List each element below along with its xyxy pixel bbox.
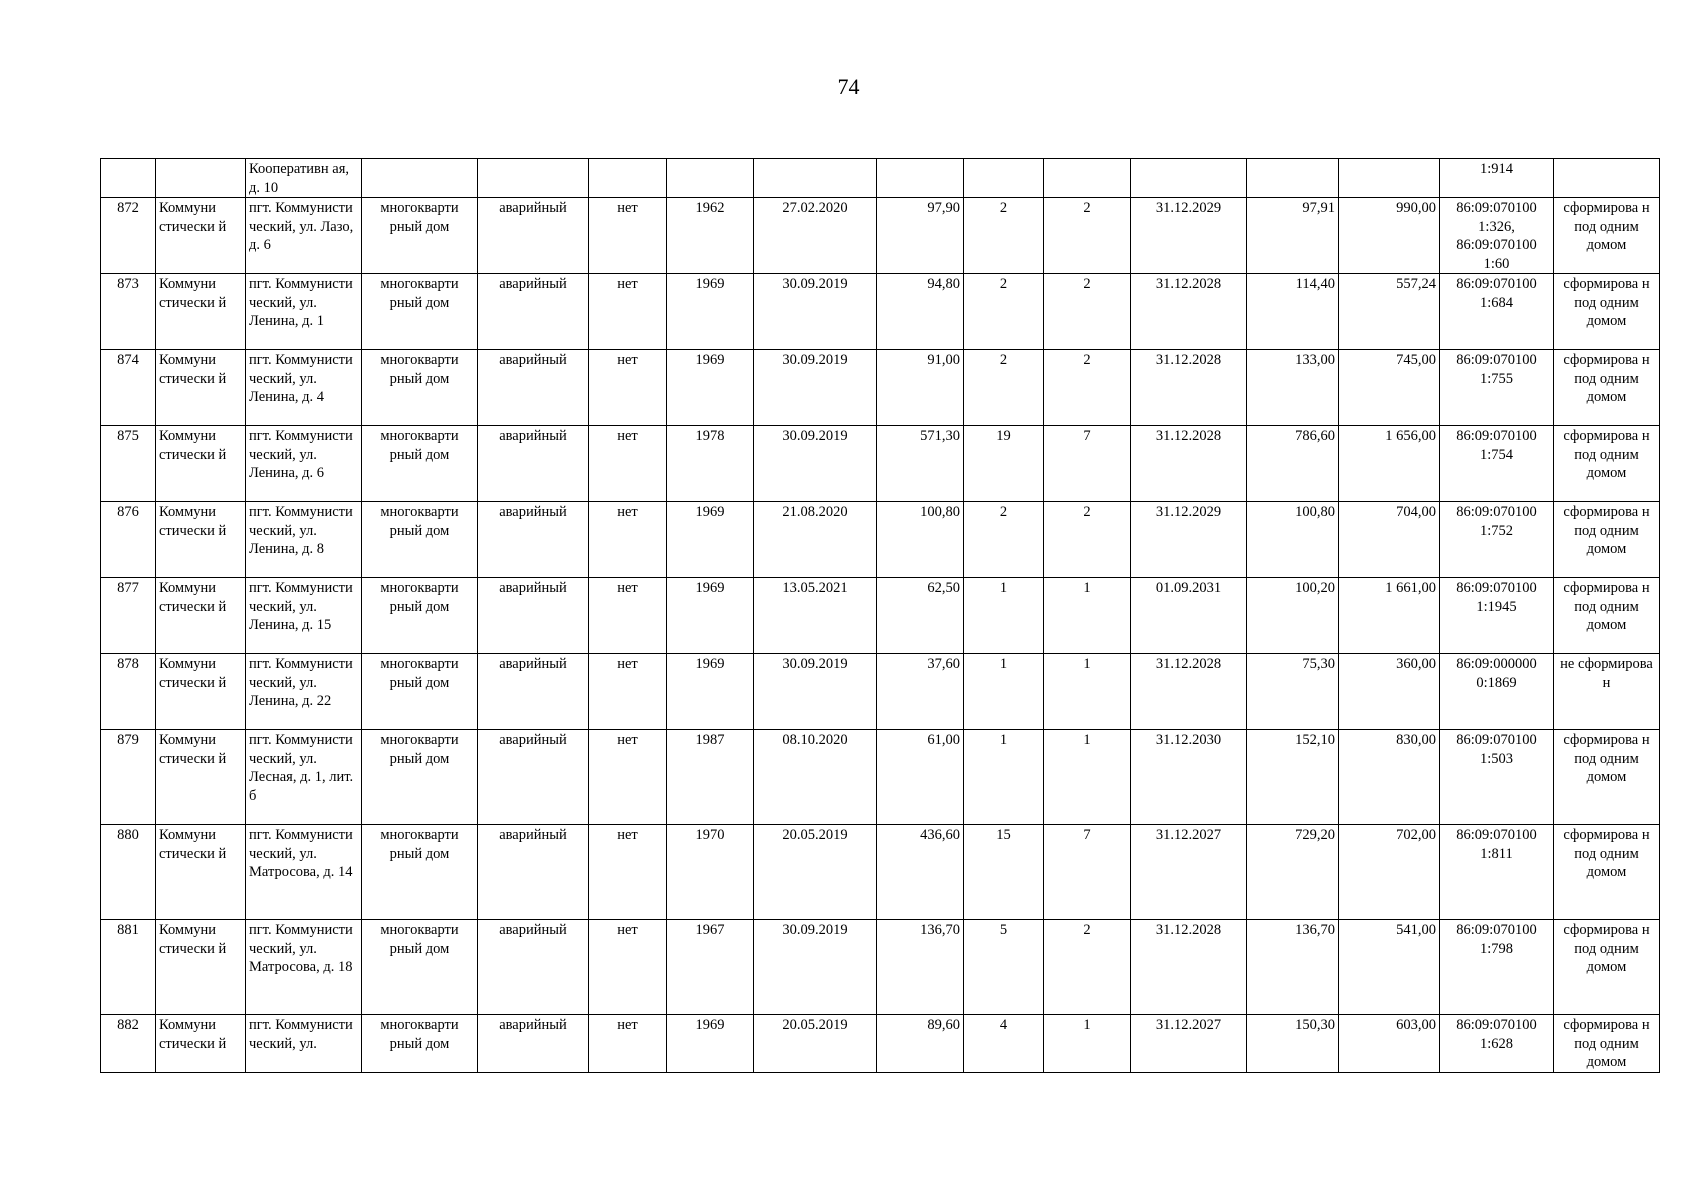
cell-n1: 1 xyxy=(964,730,1044,825)
cell-num: 876 xyxy=(101,502,156,578)
cell-area2: 133,00 xyxy=(1247,350,1339,426)
cell-status: аварийный xyxy=(478,502,589,578)
cell-cadastral: 86:09:070100 1:628 xyxy=(1440,1015,1554,1073)
cell-date: 21.08.2020 xyxy=(754,502,877,578)
cell-formed: сформирова н под одним домом xyxy=(1554,350,1660,426)
housing-register-table xyxy=(100,158,1660,1073)
cell-area2: 136,70 xyxy=(1247,920,1339,1015)
table-row xyxy=(101,730,1660,825)
cell-n2: 2 xyxy=(1044,502,1131,578)
cell-formed: сформирова н под одним домом xyxy=(1554,825,1660,920)
cell-area2: 786,60 xyxy=(1247,426,1339,502)
cell-formed: сформирова н под одним домом xyxy=(1554,198,1660,274)
cell-cadastral: 86:09:070100 1:755 xyxy=(1440,350,1554,426)
cell-n1: 19 xyxy=(964,426,1044,502)
cell-type: многокварти рный дом xyxy=(362,274,478,350)
cell-flag: нет xyxy=(589,1015,667,1073)
cell-land: 1 656,00 xyxy=(1339,426,1440,502)
cell-n2: 2 xyxy=(1044,350,1131,426)
cell-num: 879 xyxy=(101,730,156,825)
cell-municipality xyxy=(156,159,246,198)
cell-type: многокварти рный дом xyxy=(362,920,478,1015)
cell-area: 97,90 xyxy=(877,198,964,274)
cell-year: 1969 xyxy=(667,654,754,730)
cell-deadline: 31.12.2030 xyxy=(1131,730,1247,825)
cell-num: 873 xyxy=(101,274,156,350)
cell-deadline xyxy=(1131,159,1247,198)
cell-n1: 1 xyxy=(964,654,1044,730)
cell-date: 30.09.2019 xyxy=(754,274,877,350)
cell-flag: нет xyxy=(589,730,667,825)
cell-num: 875 xyxy=(101,426,156,502)
cell-date: 08.10.2020 xyxy=(754,730,877,825)
cell-status: аварийный xyxy=(478,426,589,502)
cell-deadline: 31.12.2027 xyxy=(1131,1015,1247,1073)
cell-type: многокварти рный дом xyxy=(362,578,478,654)
cell-status xyxy=(478,159,589,198)
cell-cadastral: 1:914 xyxy=(1440,159,1554,198)
cell-area2: 729,20 xyxy=(1247,825,1339,920)
cell-date: 27.02.2020 xyxy=(754,198,877,274)
cell-date: 20.05.2019 xyxy=(754,1015,877,1073)
cell-date: 20.05.2019 xyxy=(754,825,877,920)
cell-num: 877 xyxy=(101,578,156,654)
table-row-continued xyxy=(101,159,1660,198)
cell-n2: 7 xyxy=(1044,825,1131,920)
cell-land: 541,00 xyxy=(1339,920,1440,1015)
cell-land: 603,00 xyxy=(1339,1015,1440,1073)
cell-num: 881 xyxy=(101,920,156,1015)
cell-municipality: Коммуни стически й xyxy=(156,350,246,426)
cell-formed: не сформирова н xyxy=(1554,654,1660,730)
cell-n2: 1 xyxy=(1044,1015,1131,1073)
cell-type: многокварти рный дом xyxy=(362,825,478,920)
cell-status: аварийный xyxy=(478,730,589,825)
cell-status: аварийный xyxy=(478,920,589,1015)
cell-address: пгт. Коммунисти ческий, ул. Матросова, д. 18 xyxy=(246,920,362,1015)
cell-area2: 100,20 xyxy=(1247,578,1339,654)
cell-area2: 75,30 xyxy=(1247,654,1339,730)
cell-type: многокварти рный дом xyxy=(362,426,478,502)
table-row xyxy=(101,654,1660,730)
cell-n1: 5 xyxy=(964,920,1044,1015)
cell-land: 557,24 xyxy=(1339,274,1440,350)
cell-land: 990,00 xyxy=(1339,198,1440,274)
page-number: 74 xyxy=(837,74,860,99)
cell-flag: нет xyxy=(589,274,667,350)
cell-date: 30.09.2019 xyxy=(754,920,877,1015)
cell-type: многокварти рный дом xyxy=(362,350,478,426)
cell-type: многокварти рный дом xyxy=(362,654,478,730)
cell-status: аварийный xyxy=(478,578,589,654)
cell-address: пгт. Коммунисти ческий, ул. Ленина, д. 1 xyxy=(246,274,362,350)
cell-formed xyxy=(1554,159,1660,198)
cell-area: 37,60 xyxy=(877,654,964,730)
cell-year: 1969 xyxy=(667,502,754,578)
cell-address: пгт. Коммунисти ческий, ул. Ленина, д. 6 xyxy=(246,426,362,502)
cell-area: 136,70 xyxy=(877,920,964,1015)
cell-formed: сформирова н под одним домом xyxy=(1554,274,1660,350)
cell-num: 880 xyxy=(101,825,156,920)
cell-n2: 2 xyxy=(1044,274,1131,350)
cell-address: пгт. Коммунисти ческий, ул. Ленина, д. 4 xyxy=(246,350,362,426)
cell-area: 571,30 xyxy=(877,426,964,502)
cell-cadastral: 86:09:070100 1:684 xyxy=(1440,274,1554,350)
cell-area: 91,00 xyxy=(877,350,964,426)
cell-type: многокварти рный дом xyxy=(362,198,478,274)
cell-year: 1969 xyxy=(667,350,754,426)
cell-address: пгт. Коммунисти ческий, ул. Ленина, д. 15 xyxy=(246,578,362,654)
cell-cadastral: 86:09:070100 1:326, 86:09:070100 1:60 xyxy=(1440,198,1554,274)
cell-flag: нет xyxy=(589,654,667,730)
cell-deadline: 31.12.2028 xyxy=(1131,350,1247,426)
table-row xyxy=(101,920,1660,1015)
cell-cadastral: 86:09:070100 1:1945 xyxy=(1440,578,1554,654)
cell-year: 1978 xyxy=(667,426,754,502)
cell-n2: 2 xyxy=(1044,920,1131,1015)
cell-date: 30.09.2019 xyxy=(754,350,877,426)
cell-date xyxy=(754,159,877,198)
cell-municipality: Коммуни стически й xyxy=(156,198,246,274)
cell-area2 xyxy=(1247,159,1339,198)
cell-n2: 2 xyxy=(1044,198,1131,274)
cell-flag: нет xyxy=(589,825,667,920)
cell-type: многокварти рный дом xyxy=(362,730,478,825)
cell-year: 1969 xyxy=(667,274,754,350)
cell-n1: 2 xyxy=(964,502,1044,578)
cell-cadastral: 86:09:000000 0:1869 xyxy=(1440,654,1554,730)
cell-year xyxy=(667,159,754,198)
table-row xyxy=(101,198,1660,274)
cell-n2: 7 xyxy=(1044,426,1131,502)
cell-area xyxy=(877,159,964,198)
cell-n2 xyxy=(1044,159,1131,198)
cell-area2: 150,30 xyxy=(1247,1015,1339,1073)
cell-formed: сформирова н под одним домом xyxy=(1554,920,1660,1015)
table-row xyxy=(101,1015,1660,1073)
cell-type: многокварти рный дом xyxy=(362,502,478,578)
cell-formed: сформирова н под одним домом xyxy=(1554,730,1660,825)
cell-cadastral: 86:09:070100 1:503 xyxy=(1440,730,1554,825)
cell-status: аварийный xyxy=(478,350,589,426)
cell-land: 702,00 xyxy=(1339,825,1440,920)
cell-year: 1967 xyxy=(667,920,754,1015)
table-row xyxy=(101,502,1660,578)
cell-num: 874 xyxy=(101,350,156,426)
cell-cadastral: 86:09:070100 1:754 xyxy=(1440,426,1554,502)
cell-land: 704,00 xyxy=(1339,502,1440,578)
cell-date: 13.05.2021 xyxy=(754,578,877,654)
table-row xyxy=(101,426,1660,502)
cell-date: 30.09.2019 xyxy=(754,654,877,730)
cell-area2: 152,10 xyxy=(1247,730,1339,825)
cell-year: 1987 xyxy=(667,730,754,825)
cell-address: пгт. Коммунисти ческий, ул. Матросова, д. 14 xyxy=(246,825,362,920)
cell-status: аварийный xyxy=(478,198,589,274)
cell-formed: сформирова н под одним домом xyxy=(1554,426,1660,502)
cell-flag: нет xyxy=(589,426,667,502)
cell-land: 830,00 xyxy=(1339,730,1440,825)
cell-area2: 97,91 xyxy=(1247,198,1339,274)
cell-n2: 1 xyxy=(1044,730,1131,825)
cell-deadline: 31.12.2028 xyxy=(1131,654,1247,730)
cell-flag: нет xyxy=(589,350,667,426)
cell-year: 1970 xyxy=(667,825,754,920)
cell-n2: 1 xyxy=(1044,654,1131,730)
cell-municipality: Коммуни стически й xyxy=(156,502,246,578)
cell-deadline: 31.12.2028 xyxy=(1131,274,1247,350)
cell-n1: 1 xyxy=(964,578,1044,654)
cell-deadline: 31.12.2029 xyxy=(1131,502,1247,578)
cell-n1: 2 xyxy=(964,274,1044,350)
cell-date: 30.09.2019 xyxy=(754,426,877,502)
cell-cadastral: 86:09:070100 1:811 xyxy=(1440,825,1554,920)
cell-n1 xyxy=(964,159,1044,198)
cell-area: 61,00 xyxy=(877,730,964,825)
cell-formed: сформирова н под одним домом xyxy=(1554,1015,1660,1073)
cell-flag: нет xyxy=(589,578,667,654)
cell-municipality: Коммуни стически й xyxy=(156,274,246,350)
cell-n1: 15 xyxy=(964,825,1044,920)
cell-year: 1962 xyxy=(667,198,754,274)
cell-deadline: 31.12.2028 xyxy=(1131,920,1247,1015)
cell-status: аварийный xyxy=(478,1015,589,1073)
cell-flag xyxy=(589,159,667,198)
cell-n2: 1 xyxy=(1044,578,1131,654)
cell-address: пгт. Коммунисти ческий, ул. xyxy=(246,1015,362,1073)
cell-area: 436,60 xyxy=(877,825,964,920)
cell-area: 62,50 xyxy=(877,578,964,654)
cell-n1: 2 xyxy=(964,350,1044,426)
cell-area2: 114,40 xyxy=(1247,274,1339,350)
table-row xyxy=(101,350,1660,426)
cell-cadastral: 86:09:070100 1:752 xyxy=(1440,502,1554,578)
cell-num xyxy=(101,159,156,198)
cell-n1: 4 xyxy=(964,1015,1044,1073)
cell-address: пгт. Коммунисти ческий, ул. Лазо, д. 6 xyxy=(246,198,362,274)
cell-area: 89,60 xyxy=(877,1015,964,1073)
cell-status: аварийный xyxy=(478,825,589,920)
cell-cadastral: 86:09:070100 1:798 xyxy=(1440,920,1554,1015)
cell-n1: 2 xyxy=(964,198,1044,274)
cell-area: 100,80 xyxy=(877,502,964,578)
cell-flag: нет xyxy=(589,502,667,578)
cell-year: 1969 xyxy=(667,1015,754,1073)
cell-deadline: 31.12.2028 xyxy=(1131,426,1247,502)
cell-municipality: Коммуни стически й xyxy=(156,920,246,1015)
cell-status: аварийный xyxy=(478,274,589,350)
cell-municipality: Коммуни стически й xyxy=(156,730,246,825)
cell-municipality: Коммуни стически й xyxy=(156,578,246,654)
cell-num: 872 xyxy=(101,198,156,274)
table-row xyxy=(101,274,1660,350)
cell-formed: сформирова н под одним домом xyxy=(1554,578,1660,654)
cell-area: 94,80 xyxy=(877,274,964,350)
cell-status: аварийный xyxy=(478,654,589,730)
cell-deadline: 01.09.2031 xyxy=(1131,578,1247,654)
cell-deadline: 31.12.2029 xyxy=(1131,198,1247,274)
cell-num: 882 xyxy=(101,1015,156,1073)
cell-type xyxy=(362,159,478,198)
table-row xyxy=(101,825,1660,920)
cell-address: Кооперативн ая, д. 10 xyxy=(246,159,362,198)
cell-land: 1 661,00 xyxy=(1339,578,1440,654)
cell-land: 360,00 xyxy=(1339,654,1440,730)
table-row xyxy=(101,578,1660,654)
cell-num: 878 xyxy=(101,654,156,730)
cell-type: многокварти рный дом xyxy=(362,1015,478,1073)
cell-formed: сформирова н под одним домом xyxy=(1554,502,1660,578)
cell-municipality: Коммуни стически й xyxy=(156,1015,246,1073)
cell-deadline: 31.12.2027 xyxy=(1131,825,1247,920)
cell-municipality: Коммуни стически й xyxy=(156,825,246,920)
cell-year: 1969 xyxy=(667,578,754,654)
cell-flag: нет xyxy=(589,920,667,1015)
cell-address: пгт. Коммунисти ческий, ул. Ленина, д. 8 xyxy=(246,502,362,578)
cell-address: пгт. Коммунисти ческий, ул. Лесная, д. 1, лит. б xyxy=(246,730,362,825)
cell-municipality: Коммуни стически й xyxy=(156,654,246,730)
cell-area2: 100,80 xyxy=(1247,502,1339,578)
cell-municipality: Коммуни стически й xyxy=(156,426,246,502)
cell-flag: нет xyxy=(589,198,667,274)
cell-land xyxy=(1339,159,1440,198)
cell-land: 745,00 xyxy=(1339,350,1440,426)
cell-address: пгт. Коммунисти ческий, ул. Ленина, д. 22 xyxy=(246,654,362,730)
